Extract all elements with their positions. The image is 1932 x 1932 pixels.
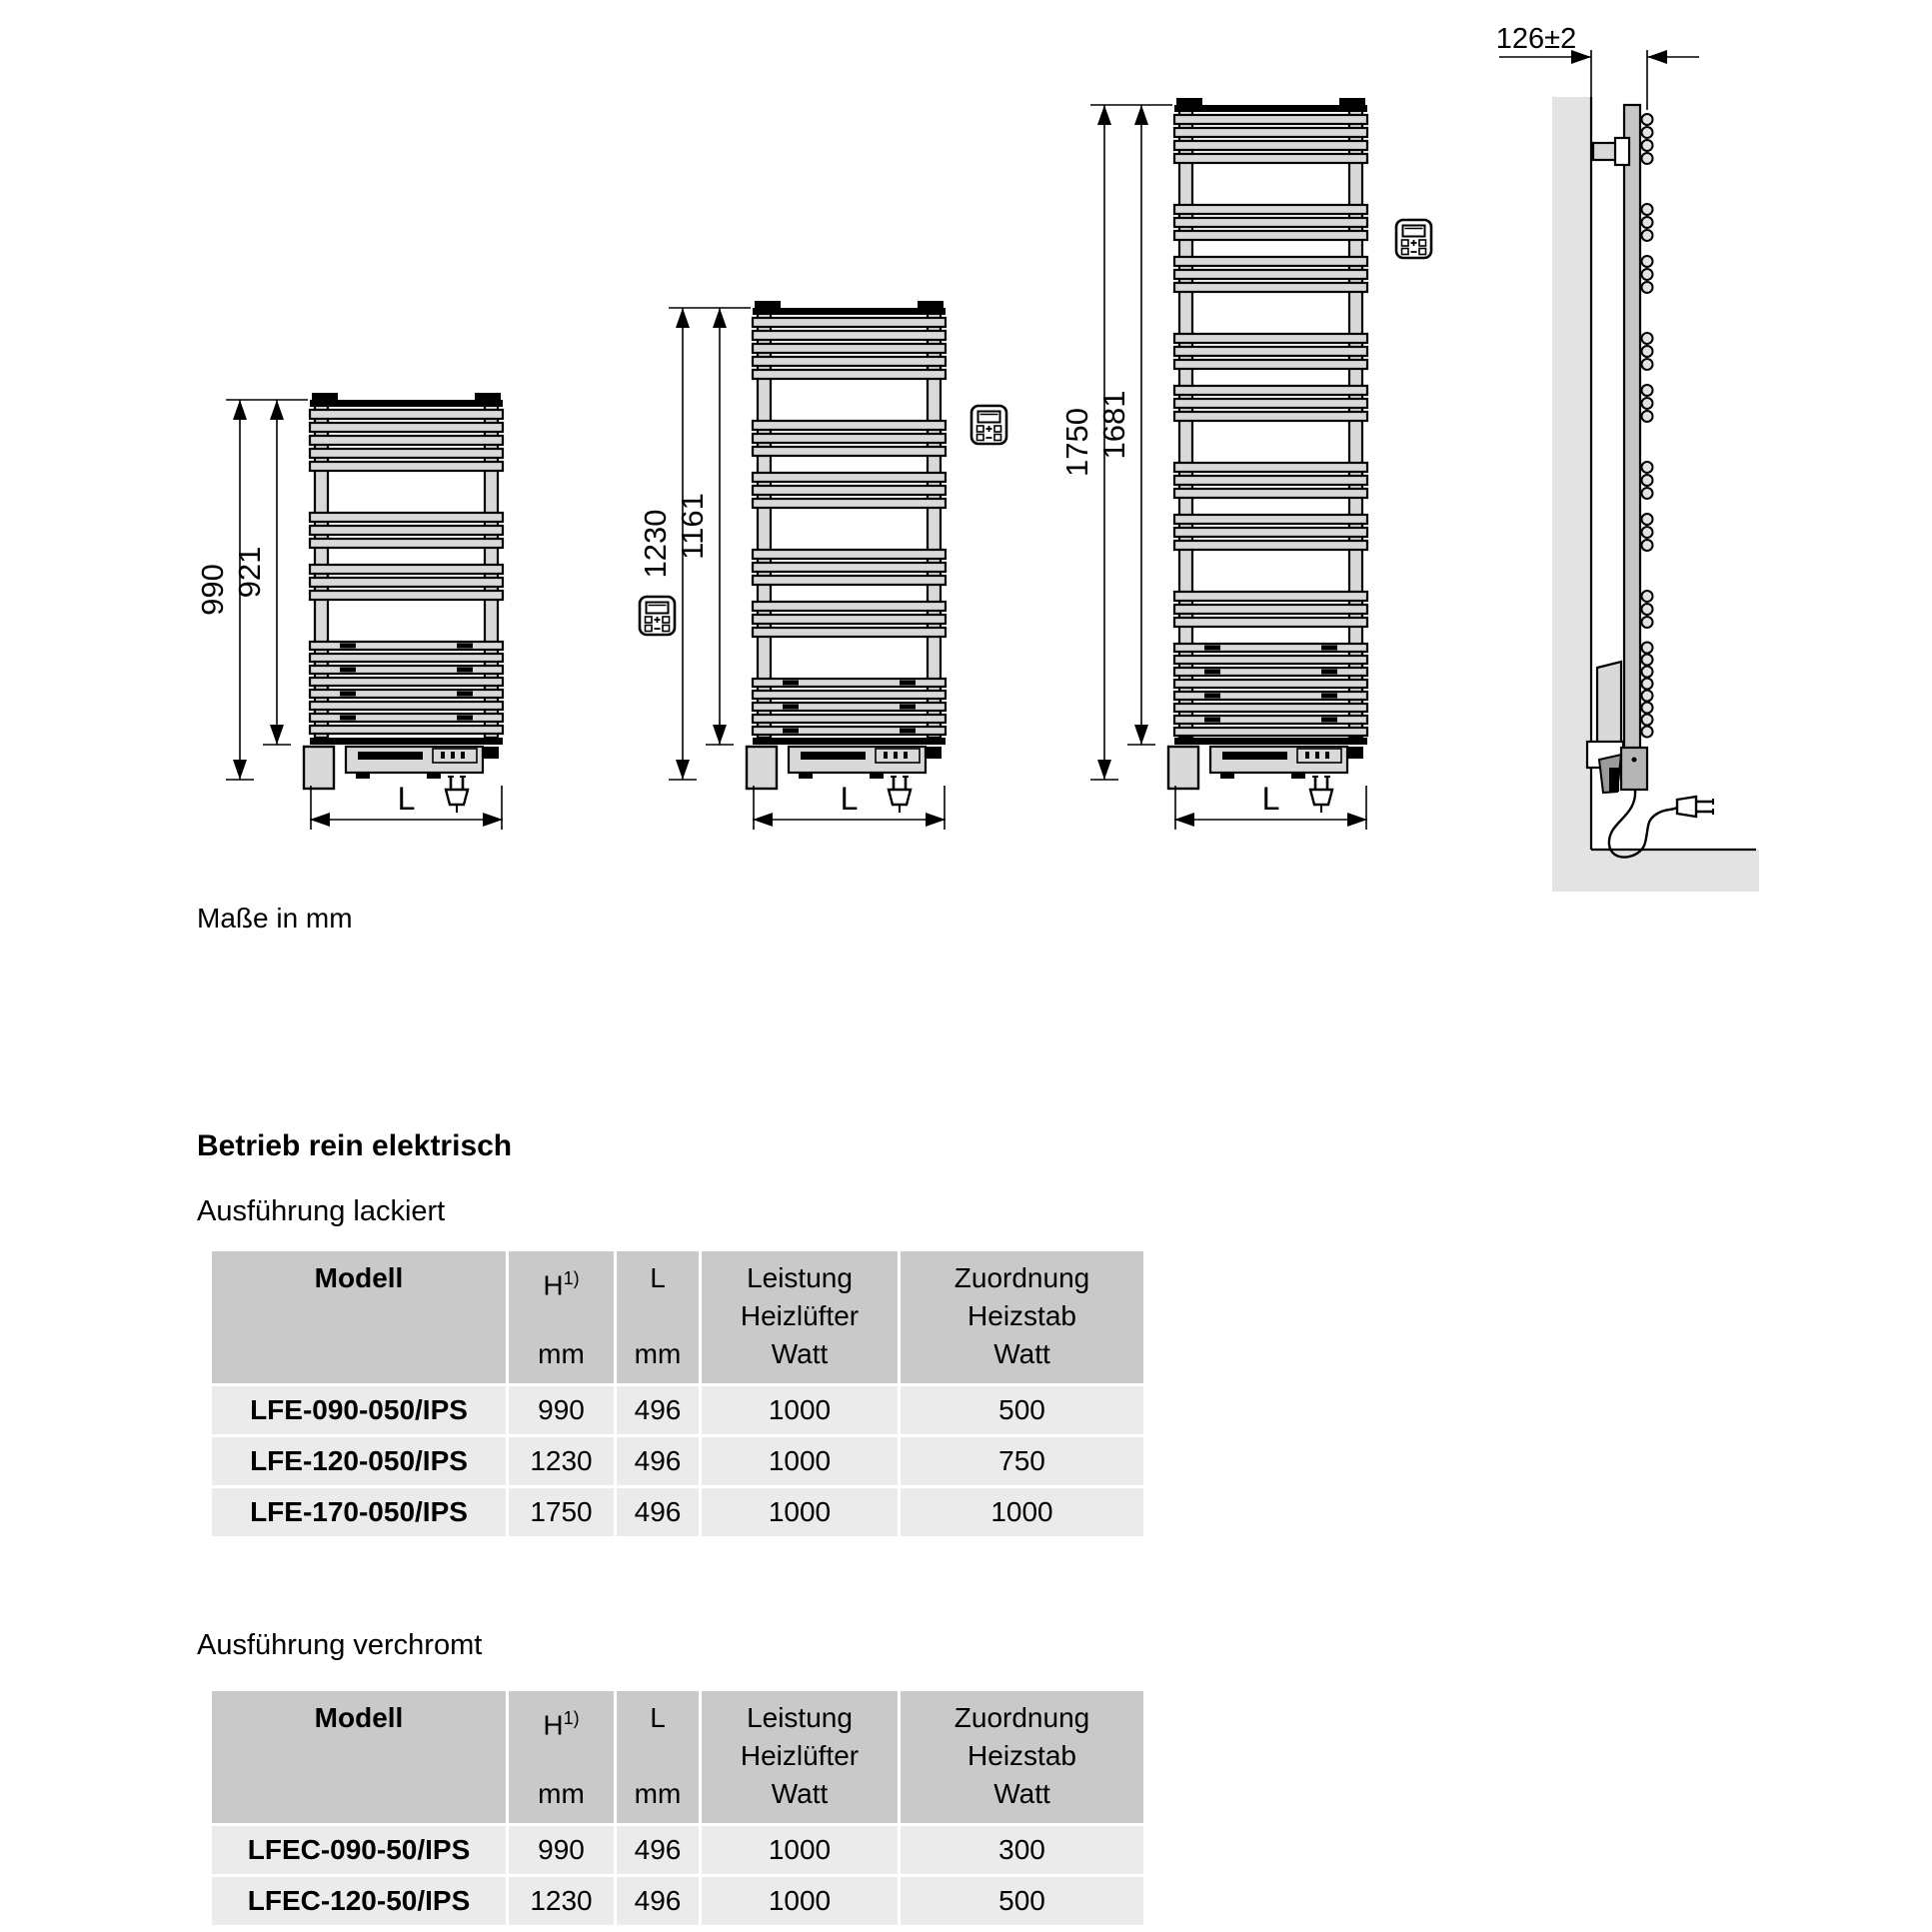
header-label: Modell [314,1702,404,1733]
depth-label: 126±2 [1495,23,1577,55]
value-cell: 500 [901,1877,1143,1925]
side-view [1496,23,1759,892]
value-cell: 1230 [509,1437,614,1485]
model-cell: LFEC-090-50/IPS [212,1826,506,1874]
depth-dimension [1496,23,1699,110]
header-unit: Watt [771,1778,829,1809]
section-heading: Betrieb rein elektrisch [197,1129,513,1162]
table-title-lacquered: Ausführung lackiert [197,1195,446,1227]
control-panel-icon [1396,220,1431,258]
model-cell: LFE-090-050/IPS [212,1386,506,1434]
header-label: L [650,1702,666,1733]
header-subline [558,1303,566,1337]
column-header-l [617,1251,699,1383]
header-label: Leistung [747,1702,853,1733]
header-footnote-marker: 1) [563,1268,580,1288]
header-subline: Heizstab [967,1300,1076,1331]
value-cell: 496 [617,1437,699,1485]
header-label: L [650,1262,666,1293]
value-cell: 1230 [509,1877,614,1925]
header-unit [355,1777,363,1811]
inner-height-dimension-921 [232,400,291,745]
header-label: $H^{1)}$ [543,1708,580,1741]
length-dimension [1174,781,1367,830]
value-cell: 500 [901,1386,1143,1434]
control-panel-icon [640,597,675,635]
value-cell: 496 [617,1488,699,1536]
header-label: Leistung [747,1262,853,1293]
header-unit: Watt [771,1338,829,1369]
column-header-h [509,1691,614,1823]
value-cell: 1000 [901,1488,1143,1536]
header-subline [558,1743,566,1777]
header-subline: Heizstab [967,1740,1076,1771]
column-header-h [509,1251,614,1383]
power-plug-icon [1677,797,1713,817]
model-cell: LFE-120-050/IPS [212,1437,506,1485]
header-label: $H^{1)}$ [543,1268,580,1301]
svg-text:L: L [1261,781,1280,817]
svg-text:921: 921 [232,546,267,599]
value-cell: 1000 [702,1826,898,1874]
header-label: Zuordnung [954,1262,1090,1293]
power-plug-icon [889,777,911,813]
radiator-side-profile [1624,105,1653,763]
length-dimension [310,781,503,830]
svg-text:L: L [840,781,859,817]
value-cell: 1000 [702,1437,898,1485]
table-title-chromed: Ausführung verchromt [197,1629,483,1661]
radiator-front-view-990 [195,393,503,830]
value-cell: 300 [901,1826,1143,1874]
header-subline: Heizlüfter [740,1300,860,1331]
model-cell: LFE-170-050/IPS [212,1488,506,1536]
header-subline: Heizlüfter [740,1740,860,1771]
header-subline [654,1299,662,1333]
header-subline [654,1739,662,1773]
header-unit [355,1337,363,1371]
value-cell: 496 [617,1877,699,1925]
power-plug-icon [1310,777,1332,813]
header-unit: mm [538,1337,585,1369]
svg-text:1161: 1161 [675,493,710,560]
column-header-leistung [702,1691,898,1823]
header-label: Zuordnung [954,1702,1090,1733]
svg-text:1750: 1750 [1059,408,1094,477]
units-note: Maße in mm [197,903,353,934]
value-cell: 750 [901,1437,1143,1485]
power-plug-icon [446,777,468,813]
wall-bracket [1593,138,1629,165]
radiator-front-view-1750 [1059,98,1367,830]
column-header-zuordnung [901,1251,1143,1383]
svg-text:1230: 1230 [638,509,673,579]
inner-height-dimension-1161 [675,308,734,745]
column-header-leistung [702,1251,898,1383]
radiator-front-view-1230 [638,301,946,830]
value-cell: 496 [617,1826,699,1874]
svg-text:1681: 1681 [1096,390,1131,460]
table-chromed [212,1691,1143,1925]
header-subline [355,1299,363,1333]
header-subline [355,1739,363,1773]
svg-text:L: L [397,781,416,817]
column-header-modell [212,1691,506,1823]
header-unit: Watt [993,1778,1050,1809]
value-cell: 496 [617,1386,699,1434]
header-unit: mm [538,1777,585,1809]
technical-drawing [0,0,1932,945]
value-cell: 1000 [702,1488,898,1536]
svg-text:990: 990 [195,564,230,616]
header-unit: mm [634,1778,682,1809]
table-lacquered [212,1251,1143,1536]
header-unit: mm [634,1338,682,1369]
header-footnote-marker: 1) [563,1708,580,1728]
model-cell: LFEC-120-50/IPS [212,1877,506,1925]
value-cell: 1000 [702,1386,898,1434]
column-header-l [617,1691,699,1823]
inner-height-dimension-1681 [1096,105,1155,745]
value-cell: 990 [509,1826,614,1874]
wall-section [1552,97,1759,892]
length-dimension [753,781,946,830]
control-panel-icon [971,406,1006,444]
column-header-modell [212,1251,506,1383]
column-header-zuordnung [901,1691,1143,1823]
header-label: Modell [314,1262,404,1293]
value-cell: 1000 [702,1877,898,1925]
value-cell: 990 [509,1386,614,1434]
header-unit: Watt [993,1338,1050,1369]
value-cell: 1750 [509,1488,614,1536]
